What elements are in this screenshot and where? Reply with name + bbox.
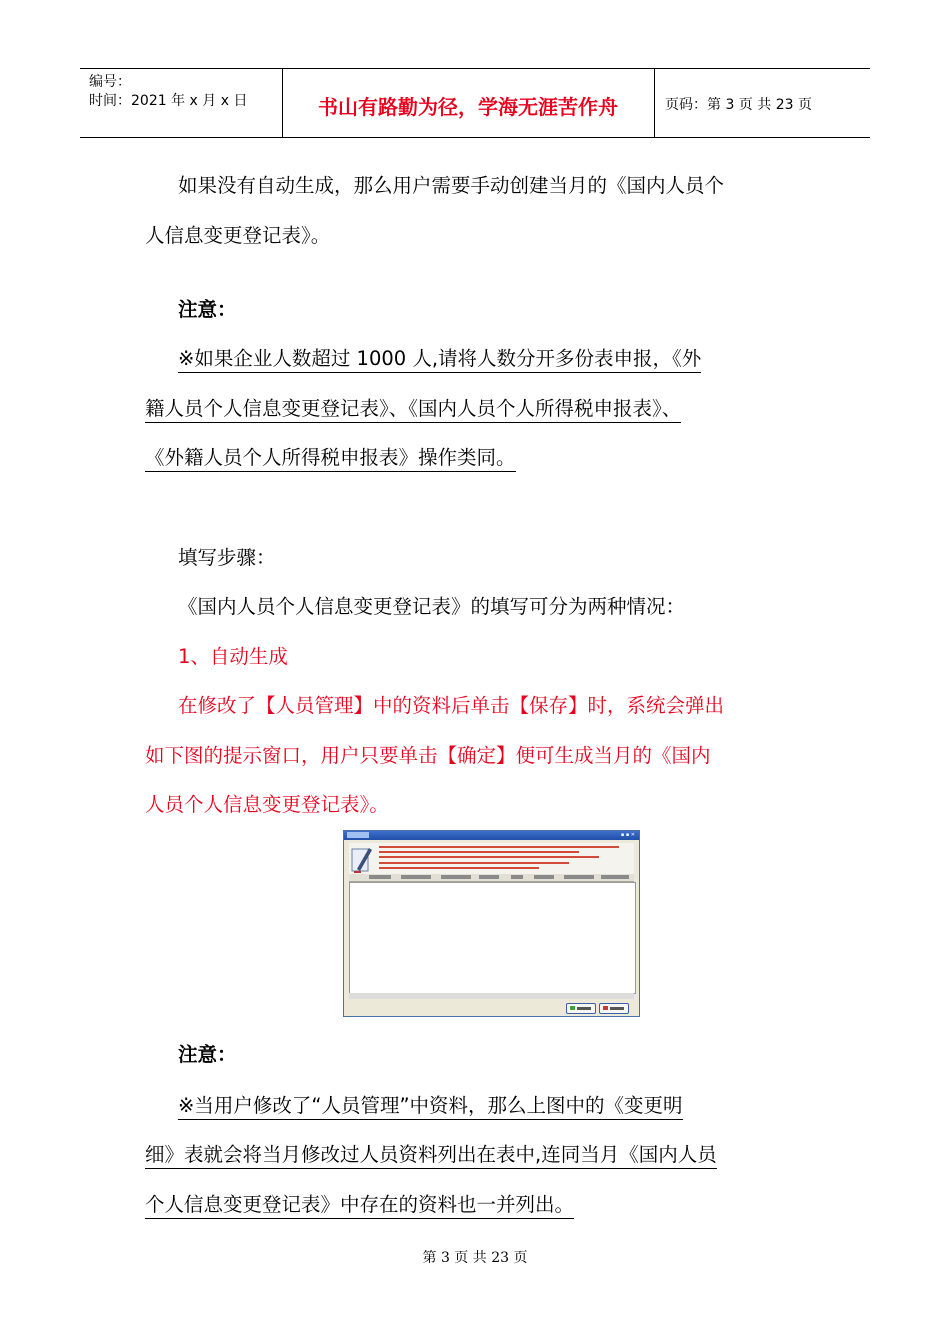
grid-column-header <box>511 875 523 879</box>
dialog-titlebar <box>344 831 639 840</box>
grid-column-header <box>479 875 499 879</box>
change-detail-grid[interactable] <box>349 882 636 994</box>
pen-icon <box>351 845 373 875</box>
header-motto-cell <box>282 69 655 137</box>
horizontal-scrollbar[interactable] <box>349 993 634 999</box>
note-1-title: 注意： <box>178 298 237 321</box>
message-line <box>379 856 599 858</box>
window-controls: ▪ ▪ ✕ <box>620 832 635 838</box>
page-footer: 第 3 页 共 23 页 <box>422 1250 528 1266</box>
message-line <box>379 851 579 853</box>
grid-column-header <box>401 875 431 879</box>
header-page-cell <box>655 69 870 137</box>
header-page-number: 页码：第 3 页 共 23 页 <box>665 97 812 113</box>
dialog-message <box>349 843 634 877</box>
note-2-line-1: ※当用户修改了“人员管理”中资料，那么上图中的《变更明 <box>178 1093 683 1120</box>
close-icon <box>603 1006 608 1010</box>
note-1-line-1: ※如果企业人数超过 1000 人,请将人数分开多份表申报，《外 <box>178 346 701 373</box>
item-1-title: 1、自动生成 <box>178 645 288 668</box>
header-motto: 书山有路勤为径，学海无涯苦作舟 <box>318 95 618 119</box>
steps-title: 填写步骤： <box>178 546 276 569</box>
note-2-line-3: 个人信息变更登记表》中存在的资料也一并列出。 <box>145 1192 574 1219</box>
cancel-button-label <box>610 1007 624 1010</box>
page-header <box>80 68 870 138</box>
note-1-line-3: 《外籍人员个人所得税申报表》操作类同。 <box>145 445 516 472</box>
grid-column-header <box>601 875 629 879</box>
item-1-line-3: 人员个人信息变更登记表》。 <box>145 793 389 816</box>
message-line <box>379 867 539 869</box>
item-1-line-2: 如下图的提示窗口，用户只要单击【确定】便可生成当月的《国内 <box>145 744 711 767</box>
dialog-screenshot <box>343 830 640 1017</box>
dialog-title <box>347 832 369 838</box>
cancel-button[interactable] <box>599 1003 629 1014</box>
paragraph-1-line-2: 人信息变更登记表》。 <box>145 224 331 247</box>
header-meta-cell <box>80 69 283 137</box>
grid-header <box>349 874 634 882</box>
grid-column-header <box>564 875 594 879</box>
document-number-label: 编号： <box>89 74 131 90</box>
note-1-line-2: 籍人员个人信息变更登记表》、《国内人员个人所得税申报表》、 <box>145 396 681 423</box>
steps-intro: 《国内人员个人信息变更登记表》的填写可分为两种情况： <box>178 595 686 618</box>
document-date-label: 时间：2021 年 x 月 x 日 <box>89 93 248 109</box>
note-2-title: 注意： <box>178 1043 237 1066</box>
item-1-line-1: 在修改了【人员管理】中的资料后单击【保存】时，系统会弹出 <box>178 694 725 717</box>
note-2-line-2: 细》表就会将当月修改过人员资料列出在表中,连同当月《国内人员 <box>145 1142 717 1169</box>
ok-button[interactable] <box>566 1003 596 1014</box>
check-icon <box>570 1006 575 1010</box>
grid-column-header <box>441 875 471 879</box>
message-line <box>379 862 569 864</box>
grid-column-header <box>534 875 554 879</box>
paragraph-1-line-1: 如果没有自动生成，那么用户需要手动创建当月的《国内人员个 <box>178 174 725 197</box>
message-line <box>379 846 619 848</box>
ok-button-label <box>577 1007 591 1010</box>
grid-column-header <box>369 875 391 879</box>
